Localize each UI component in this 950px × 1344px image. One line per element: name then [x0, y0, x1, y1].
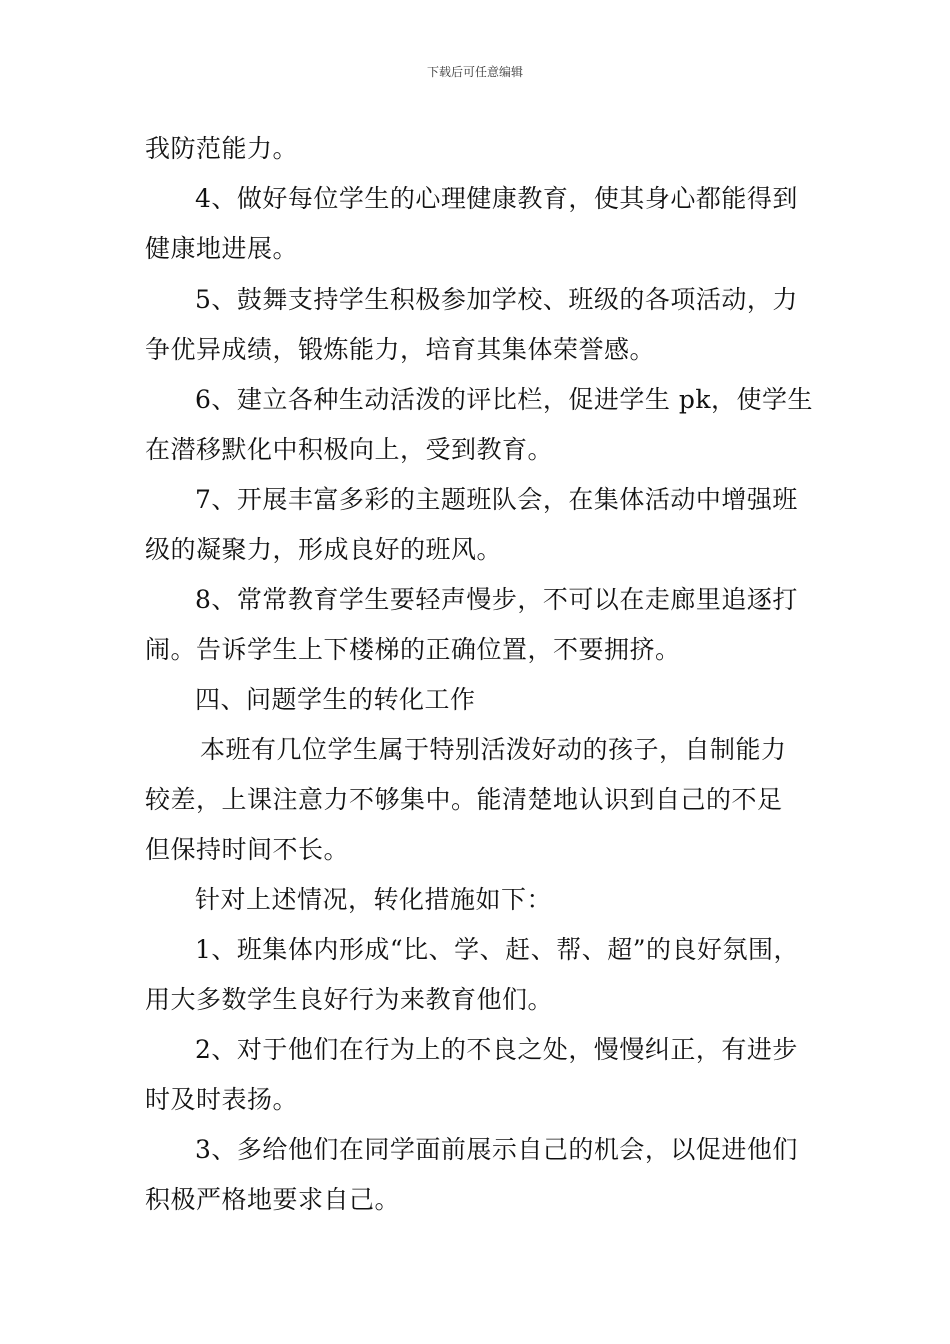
text-line: 我防范能力。: [145, 134, 299, 163]
text-line: 但保持时间不长。: [145, 835, 350, 864]
section-heading: 四、问题学生的转化工作: [195, 685, 476, 714]
text-line: 7、开展丰富多彩的主题班队会，在集体活动中增强班: [195, 485, 798, 514]
text-line: 4、做好每位学生的心理健康教育，使其身心都能得到: [195, 184, 798, 213]
text-line: 5、鼓舞支持学生积极参加学校、班级的各项活动，力: [195, 285, 798, 314]
text-line: 用大多数学生良好行为来教育他们。: [145, 985, 554, 1014]
text-line: 3、多给他们在同学面前展示自己的机会，以促进他们: [195, 1135, 798, 1164]
text-line: 1、班集体内形成“比、学、赶、帮、超”的良好氛围，: [195, 935, 799, 964]
text-line: 积极严格地要求自己。: [145, 1185, 401, 1214]
text-line: 时及时表扬。: [145, 1085, 299, 1114]
text-line: 级的凝聚力，形成良好的班风。: [145, 535, 503, 564]
text-line: 2、对于他们在行为上的不良之处，慢慢纠正，有进步: [195, 1035, 798, 1064]
text-line: 健康地进展。: [145, 234, 299, 263]
text-line: 8、常常教育学生要轻声慢步，不可以在走廊里追逐打: [195, 585, 798, 614]
text-line: 争优异成绩，锻炼能力，培育其集体荣誉感。: [145, 335, 656, 364]
text-line: 较差，上课注意力不够集中。能清楚地认识到自己的不足: [145, 785, 783, 814]
text-line: 本班有几位学生属于特别活泼好动的孩子，自制能力: [200, 735, 787, 764]
text-line: 在潜移默化中积极向上，受到教育。: [145, 435, 554, 464]
text-line: 针对上述情况，转化措施如下：: [195, 885, 553, 914]
page-header: 下载后可任意编辑: [426, 65, 523, 79]
text-line: 6、建立各种生动活泼的评比栏，促进学生 pk，使学生: [195, 385, 814, 414]
text-line: 闹。告诉学生上下楼梯的正确位置，不要拥挤。: [145, 635, 681, 664]
